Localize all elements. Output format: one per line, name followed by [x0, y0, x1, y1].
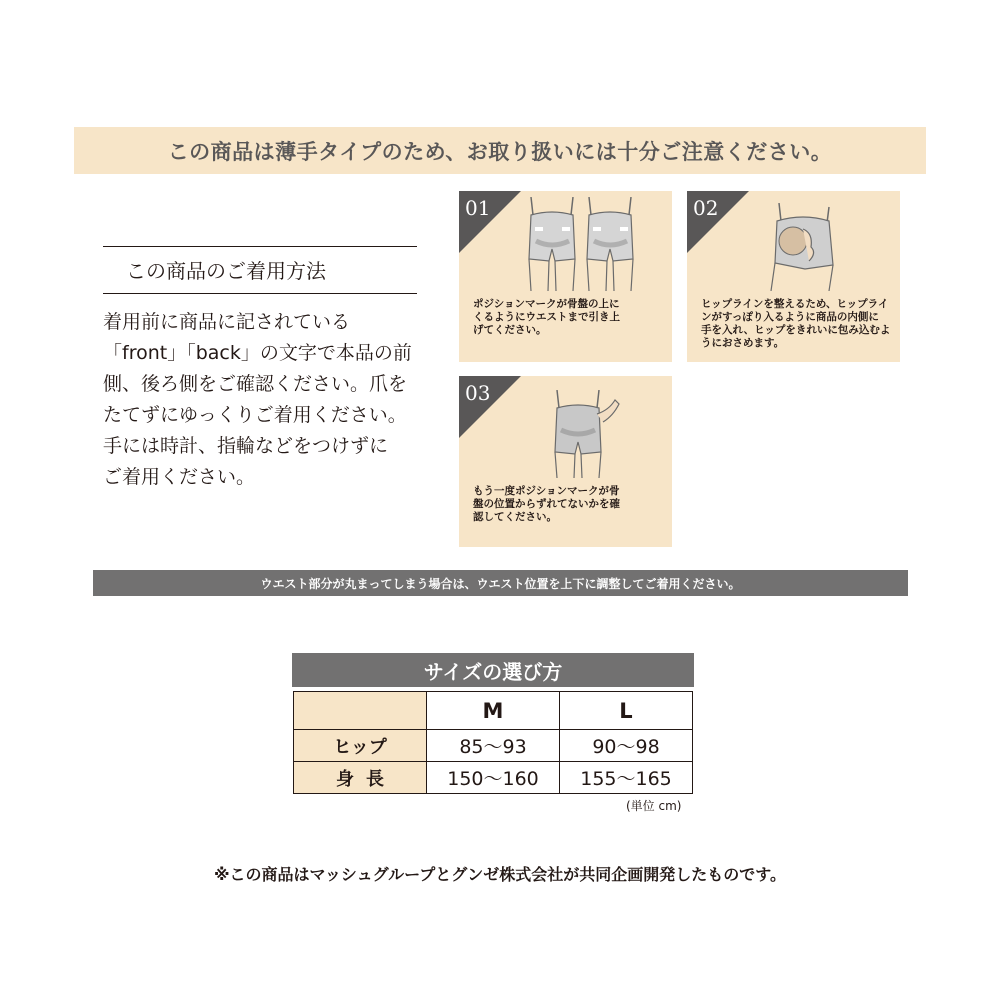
step-card-01 [459, 191, 672, 362]
step-caption-line: 盤の位置からずれてないかを確 [473, 498, 620, 510]
table-row [294, 730, 693, 762]
step-caption-line: ヒップラインを整えるため、ヒップライ [701, 298, 889, 310]
waist-adjust-notice: ウエスト部分が丸まってしまう場合は、ウエスト位置を上下に調整してご着用ください。 [93, 570, 908, 596]
hip-value-m: 85～93 [427, 730, 560, 762]
howto-divider-bottom [103, 293, 417, 294]
size-header-row [294, 692, 693, 730]
size-header-blank-cell [294, 692, 427, 730]
howto-instructions [103, 307, 419, 493]
step-number: 02 [693, 196, 719, 220]
height-value-l: 155～165 [560, 762, 693, 794]
hip-value-l: 90～98 [560, 730, 693, 762]
step-caption-line: 手を入れ、ヒップをきれいに包み込むよ [701, 324, 891, 336]
unit-note: (単位 cm) [626, 799, 682, 813]
howto-line: 手には時計、指輪などをつけずに [103, 435, 389, 457]
howto-line: たてずにゆっくりご着用ください。 [103, 404, 407, 426]
step-caption-line: くるようにウエストまで引き上 [473, 311, 620, 323]
step-number: 01 [465, 196, 491, 220]
howto-line: 「front」「back」の文字で本品の前 [103, 342, 412, 364]
row-label-hip: ヒップ [294, 730, 427, 762]
size-chart-table [293, 691, 693, 794]
howto-line: 側、後ろ側をご確認ください。爪を [103, 373, 408, 395]
step-caption [701, 298, 890, 350]
step-card-03 [459, 376, 672, 547]
step-number: 03 [465, 381, 491, 405]
step-caption [473, 298, 620, 337]
step-caption-line: うにおさめます。 [701, 337, 785, 349]
step-caption-line: ンがすっぽり入るように商品の内側に [701, 311, 879, 323]
hip-adjust-illustration-icon [769, 203, 839, 291]
size-column-l: L [560, 692, 693, 730]
size-guide-title: サイズの選び方 [292, 653, 694, 687]
howto-divider-top [103, 246, 417, 247]
step-caption [473, 485, 620, 524]
howto-line: 着用前に商品に記されている [103, 311, 351, 333]
pull-up-illustration-icon [521, 197, 641, 291]
step-caption-line: げてください。 [473, 324, 547, 336]
position-check-illustration-icon [547, 390, 627, 478]
howto-line: ご着用ください。 [103, 466, 256, 488]
step-card-02 [687, 191, 900, 362]
thin-material-notice: この商品は薄手タイプのため、お取り扱いには十分ご注意ください。 [74, 127, 926, 174]
step-caption-line: もう一度ポジションマークが骨 [473, 485, 620, 497]
height-value-m: 150～160 [427, 762, 560, 794]
size-column-m: M [427, 692, 560, 730]
collaboration-footnote: ※この商品はマッシュグループとグンゼ株式会社が共同企画開発したものです。 [213, 865, 787, 884]
row-label-height: 身長 [294, 762, 427, 794]
step-caption-line: 認してください。 [473, 511, 557, 523]
table-row [294, 762, 693, 794]
step-caption-line: ポジションマークが骨盤の上に [473, 298, 620, 310]
howto-title: この商品のご着用方法 [126, 259, 326, 283]
